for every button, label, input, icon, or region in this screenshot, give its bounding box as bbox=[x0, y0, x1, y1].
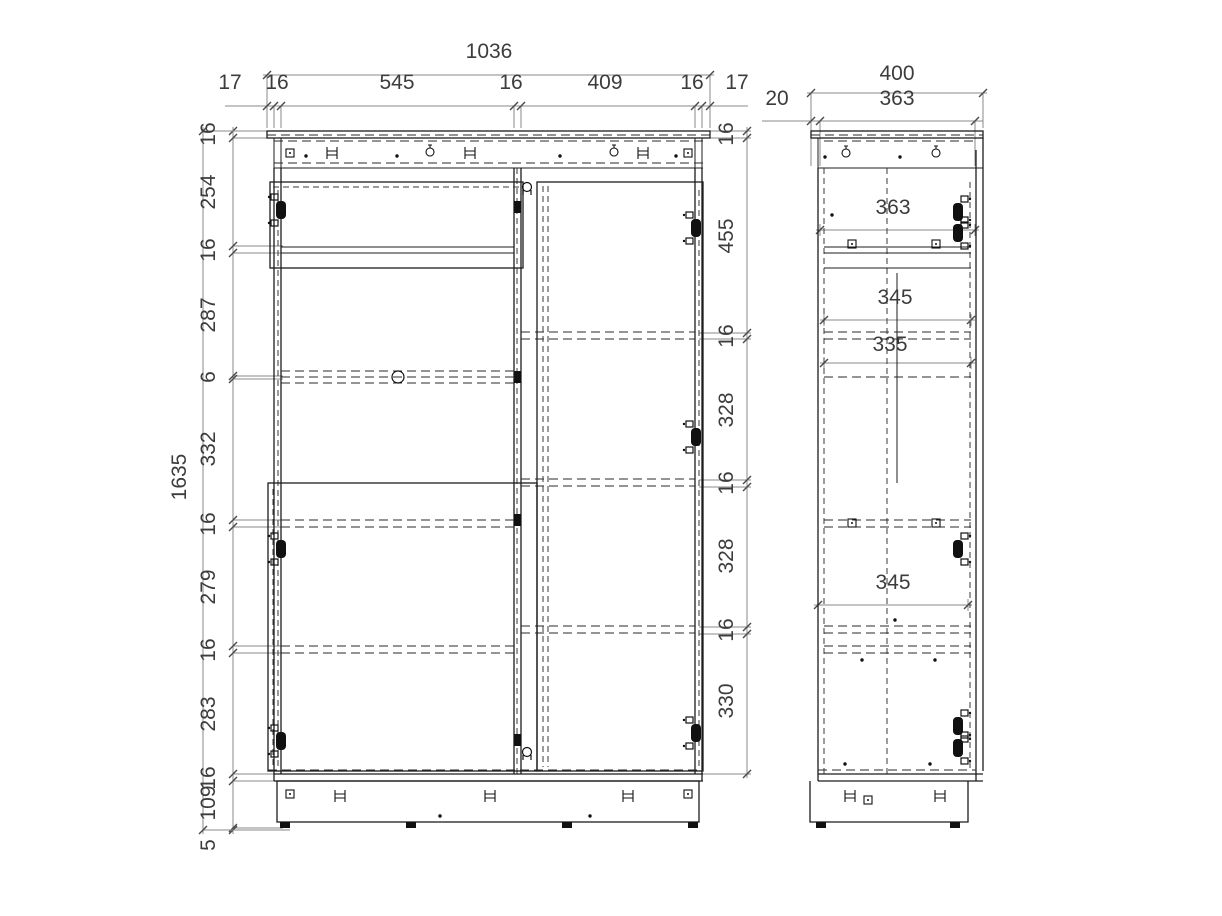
front-top-rail-hidden-lines bbox=[274, 141, 703, 163]
dimension-label: 345 bbox=[875, 571, 911, 594]
dimension-label: 5 bbox=[197, 839, 220, 851]
front-carcass-hidden-edges bbox=[278, 168, 699, 774]
front-bottom-rail-fittings bbox=[286, 790, 692, 818]
dimension-label: 16 bbox=[715, 324, 738, 348]
dimension-label: 287 bbox=[197, 297, 220, 333]
hinge-icon bbox=[268, 725, 286, 757]
dimension-label: 16 bbox=[265, 71, 289, 94]
front-plinth bbox=[277, 781, 699, 822]
dimension-label: 17 bbox=[725, 71, 749, 94]
hinge-icon bbox=[268, 533, 286, 565]
front-left-shelf bbox=[281, 247, 514, 253]
keyhole-icon bbox=[523, 183, 532, 196]
dimension-label: 400 bbox=[879, 62, 915, 85]
dimension-label: 254 bbox=[197, 174, 220, 210]
dimension-label: 330 bbox=[715, 683, 738, 719]
dimension-label: 328 bbox=[715, 538, 738, 574]
foot-icon bbox=[406, 822, 416, 828]
front-door-hidden-edges bbox=[273, 186, 548, 767]
dimension-label: 279 bbox=[197, 569, 220, 605]
hinge-icon bbox=[683, 421, 701, 453]
dimension-label: 6 bbox=[197, 371, 220, 383]
hinge-icon bbox=[683, 717, 701, 749]
front-mid-rail-hidden bbox=[281, 371, 514, 383]
dimension-label: 1635 bbox=[168, 453, 191, 501]
dimension-label: 16 bbox=[197, 638, 220, 662]
foot-icon bbox=[688, 822, 698, 828]
dimension-label: 16 bbox=[715, 471, 738, 495]
front-right-hidden-shelves bbox=[521, 332, 695, 633]
dimension-label: 328 bbox=[715, 392, 738, 428]
dimension-label: 16 bbox=[499, 71, 523, 94]
side-bottom-panel bbox=[818, 774, 983, 781]
side-shelf-solid bbox=[824, 247, 971, 268]
dimension-label: 16 bbox=[715, 122, 738, 146]
side-view bbox=[810, 131, 983, 828]
side-top-rail bbox=[818, 138, 983, 168]
side-fittings bbox=[823, 146, 956, 804]
dimension-label: 16 bbox=[197, 766, 220, 790]
front-carcass-panels bbox=[274, 168, 702, 781]
hinge-icon bbox=[953, 732, 971, 764]
front-drawer-front bbox=[270, 182, 523, 268]
foot-icon bbox=[816, 822, 826, 828]
dimension-lines bbox=[199, 71, 987, 834]
dimension-labels bbox=[168, 40, 915, 851]
dimension-label: 16 bbox=[197, 512, 220, 536]
foot-icon bbox=[950, 822, 960, 828]
dimension-label: 363 bbox=[879, 87, 915, 110]
dimension-label: 455 bbox=[715, 218, 738, 254]
front-top-rail-fittings bbox=[286, 145, 692, 159]
dimension-label: 16 bbox=[715, 618, 738, 642]
side-plinth bbox=[810, 781, 968, 822]
hinge-icon bbox=[683, 212, 701, 244]
foot-icon bbox=[562, 822, 572, 828]
dimension-label: 332 bbox=[197, 431, 220, 467]
dimension-label: 20 bbox=[765, 87, 789, 110]
front-view bbox=[267, 131, 710, 828]
dimension-label: 363 bbox=[875, 196, 911, 219]
front-right-door bbox=[537, 182, 703, 771]
dimension-label: 409 bbox=[587, 71, 623, 94]
dimension-label: 16 bbox=[197, 238, 220, 262]
side-hinges bbox=[953, 196, 971, 764]
front-left-door bbox=[268, 483, 537, 771]
dimension-label: 345 bbox=[877, 286, 913, 309]
dimension-label: 545 bbox=[379, 71, 415, 94]
dimension-label: 283 bbox=[197, 696, 220, 732]
keyhole-icon bbox=[523, 748, 532, 761]
hinge-icon bbox=[953, 533, 971, 565]
dimension-label: 16 bbox=[197, 122, 220, 146]
foot-icon bbox=[280, 822, 290, 828]
dimension-label: 17 bbox=[218, 71, 242, 94]
front-bottom-panel bbox=[274, 774, 703, 781]
dimension-label: 109 bbox=[197, 785, 220, 821]
front-left-hidden-shelves bbox=[281, 520, 514, 653]
dimension-label: 1036 bbox=[465, 40, 513, 63]
dimension-label: 16 bbox=[680, 71, 704, 94]
front-top-panel bbox=[267, 131, 710, 138]
dimension-label: 335 bbox=[872, 333, 908, 356]
